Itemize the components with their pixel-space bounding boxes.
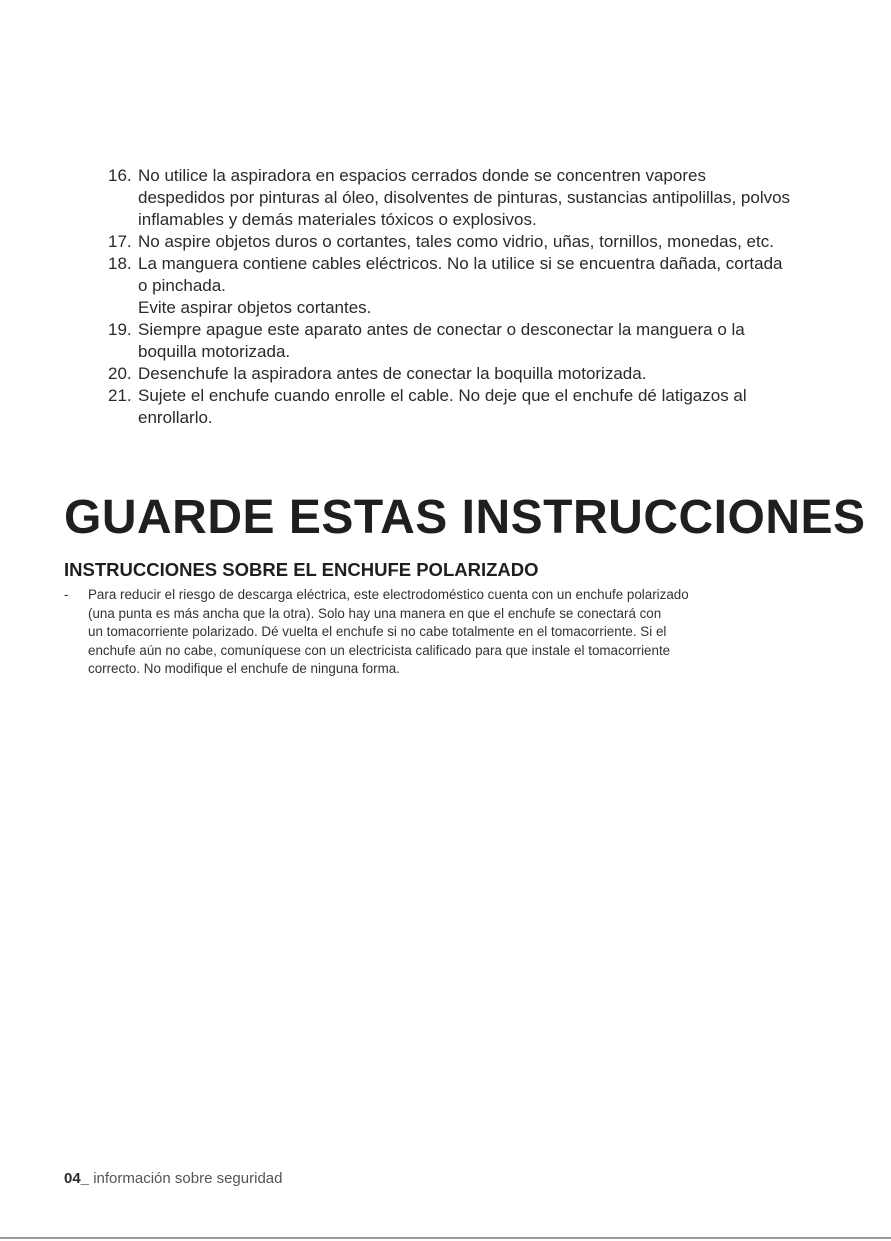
warning-text: [138, 319, 828, 363]
warning-number: 19.: [108, 320, 132, 339]
warning-number: 16.: [108, 166, 132, 185]
warning-text: [138, 253, 828, 319]
warning-text: [138, 231, 828, 253]
warning-text-line: enrollarlo.: [138, 408, 213, 427]
warning-item: [108, 231, 828, 253]
warning-text-line: Evite aspirar objetos cortantes.: [138, 298, 372, 317]
safety-warning-list: [108, 165, 828, 429]
page-number: 04_: [64, 1170, 90, 1187]
main-title: GUARDE ESTAS INSTRUCCIONES: [64, 491, 866, 544]
warning-text-line: inflamables y demás materiales tóxicos o explosivos.: [138, 210, 537, 229]
bottom-divider: [0, 1237, 891, 1239]
warning-text-line: No aspire objetos duros o cortantes, tales como vidrio, uñas, tornillos, monedas, etc.: [138, 232, 774, 251]
bullet-text-line: correcto. No modifique el enchufe de ninguna forma.: [88, 661, 400, 676]
polarized-plug-instructions: [64, 586, 824, 679]
warning-item: [108, 165, 828, 231]
warning-text: [138, 363, 828, 385]
warning-text-line: boquilla motorizada.: [138, 342, 291, 361]
warning-item: [108, 363, 828, 385]
bullet-text-line: Para reducir el riesgo de descarga eléctrica, este electrodoméstico cuenta con un enchufe polarizado: [88, 587, 689, 602]
bullet-marker: -: [64, 587, 69, 602]
warning-text-line: Siempre apague este aparato antes de conectar o desconectar la manguera o la: [138, 320, 745, 339]
warning-text-line: Desenchufe la aspiradora antes de conectar la boquilla motorizada.: [138, 364, 647, 383]
bullet-text-line: (una punta es más ancha que la otra). Solo hay una manera en que el enchufe se conectará con: [88, 605, 662, 621]
warning-number: 21.: [108, 386, 132, 405]
warning-item: [108, 253, 828, 319]
bullet-text-line: un tomacorriente polarizado. Dé vuelta el enchufe si no cabe totalmente en el tomacorriente. Si el: [88, 624, 667, 639]
bullet-text: [88, 586, 824, 679]
warning-text: [138, 385, 828, 429]
warning-text-line: No utilice la aspiradora en espacios cerrados donde se concentren vapores: [138, 166, 706, 185]
warning-number: 20.: [108, 364, 132, 383]
warning-number: 18.: [108, 254, 132, 273]
warning-item: [108, 319, 828, 363]
section-title: INSTRUCCIONES SOBRE EL ENCHUFE POLARIZADO: [64, 559, 539, 580]
warning-text: [138, 165, 828, 231]
warning-text-line: o pinchada.: [138, 276, 226, 295]
warning-text-line: La manguera contiene cables eléctricos. No la utilice si se encuentra dañada, cortada: [138, 254, 783, 273]
warning-item: [108, 385, 828, 429]
page-footer: [64, 1169, 282, 1189]
warning-text-line: despedidos por pinturas al óleo, disolventes de pinturas, sustancias antipolillas, polvos: [138, 188, 791, 207]
bullet-text-line: enchufe aún no cabe, comuníquese con un electricista calificado para que instale el tomacorriente: [88, 642, 671, 658]
warning-text-line: Sujete el enchufe cuando enrolle el cable. No deje que el enchufe dé latigazos al: [138, 386, 747, 405]
warning-number: 17.: [108, 232, 132, 251]
footer-section-name: información sobre seguridad: [89, 1170, 283, 1187]
